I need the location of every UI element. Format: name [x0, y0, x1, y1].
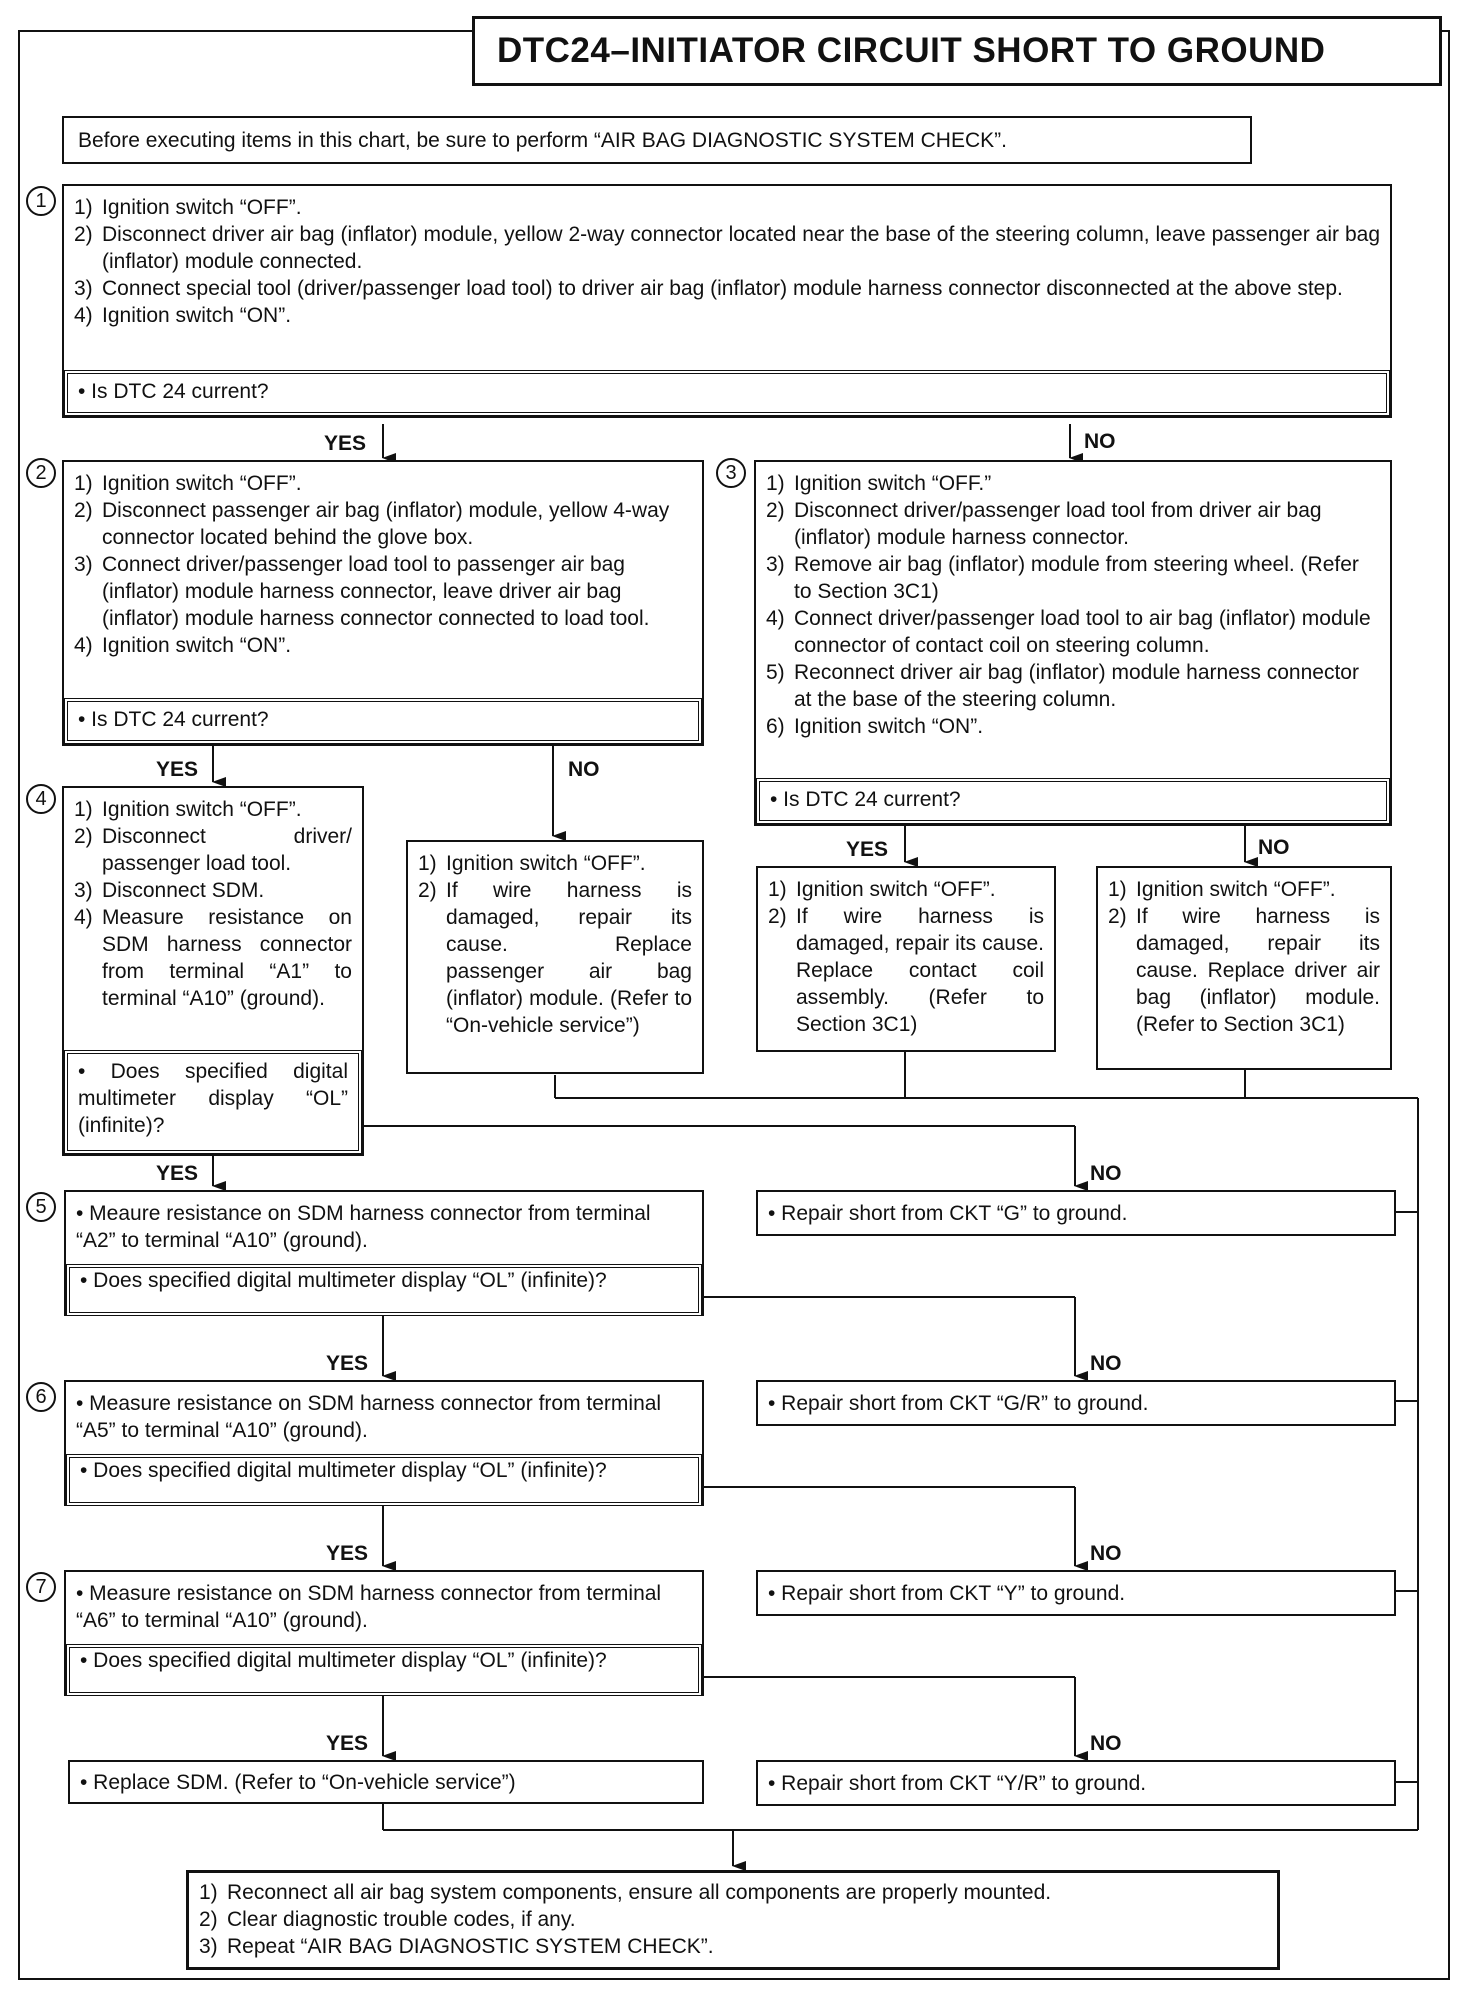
step-4-list — [64, 788, 362, 1018]
label-yes-7: YES — [326, 1732, 369, 1755]
step-number-7: 7 — [26, 1572, 56, 1602]
step-3-box — [754, 460, 1392, 826]
step-item-number: 2) — [766, 499, 785, 522]
step-item-number: 5) — [766, 661, 785, 684]
label-yes-5: YES — [326, 1352, 369, 1375]
step-item-text: Disconnect driver air bag (inflator) module, yellow 2-way connector located near the base of the steering column, leave passenger air bag (inflator) module connected. — [102, 223, 1380, 273]
step-number-3: 3 — [716, 458, 746, 488]
step-item-number: 1) — [418, 852, 437, 875]
step-item — [74, 221, 1380, 275]
step-item-number: 2) — [768, 905, 787, 928]
step-6-box: • Measure resistance on SDM harness connector from terminal “A5” to terminal “A10” (ground). — [64, 1380, 704, 1506]
step-item-text: Ignition switch “ON”. — [102, 304, 292, 327]
repair-ckt-yr: • Repair short from CKT “Y/R” to ground. — [756, 1760, 1396, 1806]
label-yes-3: YES — [846, 838, 889, 861]
step-item — [74, 823, 352, 877]
step-item-text: Remove air bag (inflator) module from steering wheel. (Refer to Section 3C1) — [794, 553, 1359, 603]
step-item-text: If wire harness is damaged, repair its cause. Replace driver air bag (inflator) module. (Refer to Section 3C1) — [1136, 905, 1380, 1036]
step-item — [768, 876, 1044, 903]
repair-ckt-y: • Repair short from CKT “Y” to ground. — [756, 1570, 1396, 1616]
no-2-list — [408, 842, 702, 1045]
step-number-4: 4 — [26, 784, 56, 814]
step-item-number: 4) — [74, 304, 93, 327]
step-item-number: 4) — [766, 607, 785, 630]
step-item-number: 1) — [74, 196, 93, 219]
step-item-text: Disconnect driver/ passenger load tool. — [102, 825, 352, 875]
step-item — [199, 1879, 1267, 1906]
step-item — [74, 302, 1380, 329]
step-item-text: Ignition switch “OFF”. — [102, 472, 302, 495]
step-item-number: 3) — [199, 1935, 218, 1958]
step-item-text: Measure resistance on SDM harness connector from terminal “A1” to terminal “A10” (ground). — [102, 906, 352, 1010]
step-item-number: 3) — [74, 277, 93, 300]
step-7-box: • Measure resistance on SDM harness connector from terminal “A6” to terminal “A10” (ground). — [64, 1570, 704, 1696]
step-item-text: Ignition switch “ON”. — [102, 634, 292, 657]
step-item-number: 1) — [768, 878, 787, 901]
step-item-text: If wire harness is damaged, repair its cause. Replace contact coil assembly. (Refer to Section 3C1) — [796, 905, 1044, 1036]
step-item-text: Connect driver/passenger load tool to passenger air bag (inflator) module harness connector, leave driver air bag (inflator) module harness connector connected to load tool. — [102, 553, 650, 630]
step-item — [74, 796, 352, 823]
step-item-number: 2) — [74, 223, 93, 246]
step-item — [766, 470, 1380, 497]
step-item-text: Ignition switch “OFF”. — [102, 196, 302, 219]
step-5-box: • Meaure resistance on SDM harness connector from terminal “A2” to terminal “A10” (ground). — [64, 1190, 704, 1316]
step-2-question: • Is DTC 24 current? — [64, 698, 702, 744]
step-3-question: • Is DTC 24 current? — [756, 778, 1390, 824]
step-item — [418, 877, 692, 1039]
step-item-number: 4) — [74, 634, 93, 657]
label-yes-6: YES — [326, 1542, 369, 1565]
step-item-number: 1) — [1108, 878, 1127, 901]
label-yes-4: YES — [156, 1162, 199, 1185]
step-2-list — [64, 462, 702, 665]
step-item — [74, 470, 692, 497]
step-item — [768, 903, 1044, 1038]
step-item-text: Disconnect passenger air bag (inflator) module, yellow 4-way connector located behind the glove box. — [102, 499, 670, 549]
step-item-number: 3) — [74, 553, 93, 576]
step-number-6: 6 — [26, 1382, 56, 1412]
step-item-text: Clear diagnostic trouble codes, if any. — [227, 1908, 576, 1931]
step-item — [74, 194, 1380, 221]
step-item — [766, 605, 1380, 659]
step-item-text: Connect driver/passenger load tool to air bag (inflator) module connector of contact coil on steering column. — [794, 607, 1371, 657]
step-item — [766, 659, 1380, 713]
step-1-question: • Is DTC 24 current? — [64, 370, 1390, 416]
step-item-number: 1) — [74, 472, 93, 495]
step-item — [766, 713, 1380, 740]
step-item-text: Ignition switch “ON”. — [794, 715, 984, 738]
step-item-text: Disconnect SDM. — [102, 879, 265, 902]
step-item-text: Repeat “AIR BAG DIAGNOSTIC SYSTEM CHECK”. — [227, 1935, 714, 1958]
step-item-text: If wire harness is damaged, repair its cause. Replace passenger air bag (inflator) module. (Refer to “On-vehicle service”) — [446, 879, 692, 1037]
step-item-text: Reconnect all air bag system components, ensure all components are properly mounted. — [227, 1881, 1052, 1904]
label-yes-2: YES — [156, 758, 199, 781]
step-4-question: • Does specified digital multimeter display “OL” (infinite)? — [64, 1050, 362, 1154]
label-no-1: NO — [1084, 430, 1116, 453]
step-item-number: 3) — [766, 553, 785, 576]
step-item — [199, 1933, 1267, 1960]
step-item-text: Ignition switch “OFF”. — [102, 798, 302, 821]
step-item-text: Reconnect driver air bag (inflator) module harness connector at the base of the steering column. — [794, 661, 1359, 711]
step-7-question: • Does specified digital multimeter display “OL” (infinite)? — [66, 1644, 702, 1696]
step-item — [74, 275, 1380, 302]
step-item-number: 2) — [199, 1908, 218, 1931]
label-no-3: NO — [1258, 836, 1290, 859]
no-2-action-box — [406, 840, 704, 1074]
label-no-6: NO — [1090, 1542, 1122, 1565]
step-number-5: 5 — [26, 1192, 56, 1222]
step-item-text: Ignition switch “OFF”. — [1136, 878, 1336, 901]
no-3-action-box — [1096, 866, 1392, 1070]
no-3-list — [1098, 868, 1390, 1044]
step-item — [74, 551, 692, 632]
step-5-question: • Does specified digital multimeter display “OL” (infinite)? — [66, 1264, 702, 1316]
step-3-list — [756, 462, 1390, 746]
repair-ckt-gr: • Repair short from CKT “G/R” to ground. — [756, 1380, 1396, 1426]
step-item-number: 1) — [766, 472, 785, 495]
step-1-list — [64, 186, 1390, 335]
step-number-2: 2 — [26, 458, 56, 488]
repair-ckt-g: • Repair short from CKT “G” to ground. — [756, 1190, 1396, 1236]
step-item-text: Disconnect driver/passenger load tool from driver air bag (inflator) module harness connector. — [794, 499, 1322, 549]
step-item — [418, 850, 692, 877]
step-item-text: Ignition switch “OFF.” — [794, 472, 992, 495]
step-item-number: 6) — [766, 715, 785, 738]
step-item — [74, 497, 692, 551]
step-item-text: Ignition switch “OFF”. — [446, 852, 646, 875]
final-actions-box — [186, 1870, 1280, 1970]
step-item-number: 2) — [74, 825, 93, 848]
step-item — [766, 551, 1380, 605]
label-no-7: NO — [1090, 1732, 1122, 1755]
step-item — [766, 497, 1380, 551]
step-item-number: 1) — [74, 798, 93, 821]
step-6-question: • Does specified digital multimeter display “OL” (infinite)? — [66, 1454, 702, 1506]
label-no-5: NO — [1090, 1352, 1122, 1375]
step-item — [74, 632, 692, 659]
step-number-1: 1 — [26, 186, 56, 216]
step-item-number: 4) — [74, 906, 93, 929]
replace-sdm-box: • Replace SDM. (Refer to “On-vehicle service”) — [68, 1760, 704, 1804]
step-item-number: 2) — [1108, 905, 1127, 928]
step-item-text: Connect special tool (driver/passenger load tool) to driver air bag (inflator) module harness connector disconnected at the above step. — [102, 277, 1343, 300]
final-list — [189, 1873, 1277, 1966]
step-item — [199, 1906, 1267, 1933]
label-no-2: NO — [568, 758, 600, 781]
step-item — [1108, 903, 1380, 1038]
step-item-number: 2) — [418, 879, 437, 902]
step-item — [74, 904, 352, 1012]
label-no-4: NO — [1090, 1162, 1122, 1185]
step-item-text: Ignition switch “OFF”. — [796, 878, 996, 901]
step-item — [1108, 876, 1380, 903]
step-item-number: 1) — [199, 1881, 218, 1904]
label-yes-1: YES — [324, 432, 367, 455]
page-title: DTC24–INITIATOR CIRCUIT SHORT TO GROUND — [472, 16, 1442, 86]
yes-3-list — [758, 868, 1054, 1044]
intro-note: Before executing items in this chart, be sure to perform “AIR BAG DIAGNOSTIC SYSTEM CHECK”. — [62, 116, 1252, 164]
step-item-number: 2) — [74, 499, 93, 522]
step-item-number: 3) — [74, 879, 93, 902]
yes-3-action-box — [756, 866, 1056, 1052]
step-item — [74, 877, 352, 904]
